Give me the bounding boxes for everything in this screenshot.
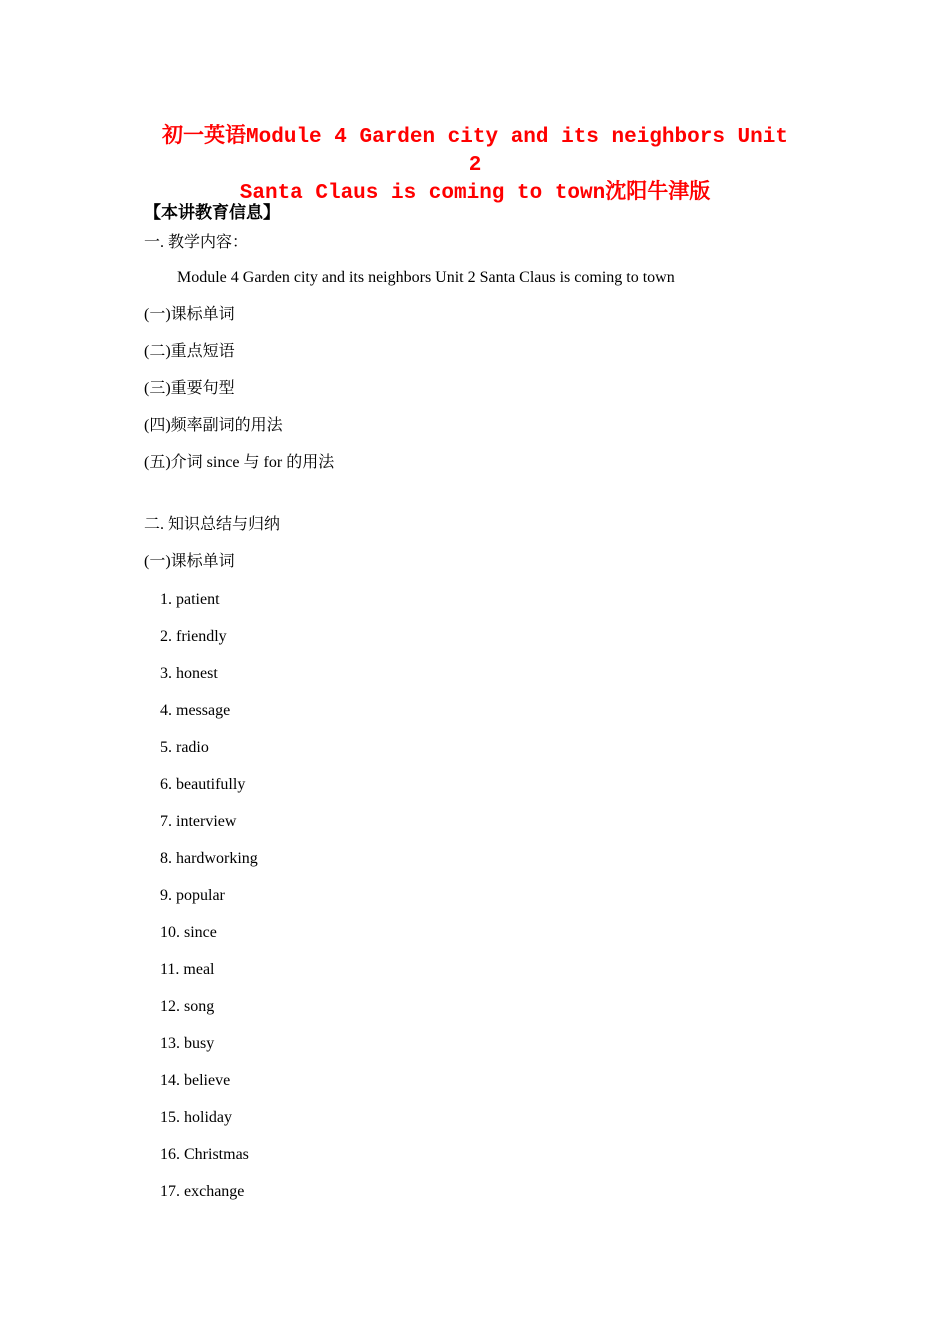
part1-item: (四)频率副词的用法 bbox=[144, 417, 283, 434]
vocab-item: 2. friendly bbox=[160, 628, 227, 645]
vocab-item: 5. radio bbox=[160, 739, 209, 756]
part1-content: Module 4 Garden city and its neighbors Unit 2 Santa Claus is coming to town bbox=[177, 269, 675, 286]
title-line-1: 初一英语Module 4 Garden city and its neighbors Unit 2 bbox=[162, 126, 788, 177]
section-heading: 【本讲教育信息】 bbox=[144, 203, 280, 223]
vocab-item: 15. holiday bbox=[160, 1109, 232, 1126]
vocab-item: 9. popular bbox=[160, 887, 225, 904]
title-line-2: Santa Claus is coming to town沈阳牛津版 bbox=[239, 182, 711, 205]
vocab-item: 10. since bbox=[160, 924, 217, 941]
vocab-item: 7. interview bbox=[160, 813, 237, 830]
part1-item: (三)重要句型 bbox=[144, 380, 235, 397]
part1-item: (一)课标单词 bbox=[144, 306, 235, 323]
vocab-item: 16. Christmas bbox=[160, 1146, 249, 1163]
part2-sub-label: (一)课标单词 bbox=[144, 553, 235, 570]
vocab-item: 11. meal bbox=[160, 961, 215, 978]
vocab-item: 3. honest bbox=[160, 665, 218, 682]
vocab-item: 8. hardworking bbox=[160, 850, 258, 867]
part1-item: (五)介词 since 与 for 的用法 bbox=[144, 454, 335, 471]
document-title bbox=[150, 124, 800, 208]
vocab-item: 14. believe bbox=[160, 1072, 231, 1089]
vocab-item: 17. exchange bbox=[160, 1183, 245, 1200]
vocab-item: 12. song bbox=[160, 998, 215, 1015]
vocab-item: 6. beautifully bbox=[160, 776, 246, 793]
part1-label: 一. 教学内容： bbox=[144, 234, 249, 251]
vocab-item: 4. message bbox=[160, 702, 231, 719]
part2-label: 二. 知识总结与归纳 bbox=[144, 516, 281, 533]
vocab-item: 1. patient bbox=[160, 591, 220, 608]
part1-item: (二)重点短语 bbox=[144, 343, 235, 360]
vocab-item: 13. busy bbox=[160, 1035, 215, 1052]
